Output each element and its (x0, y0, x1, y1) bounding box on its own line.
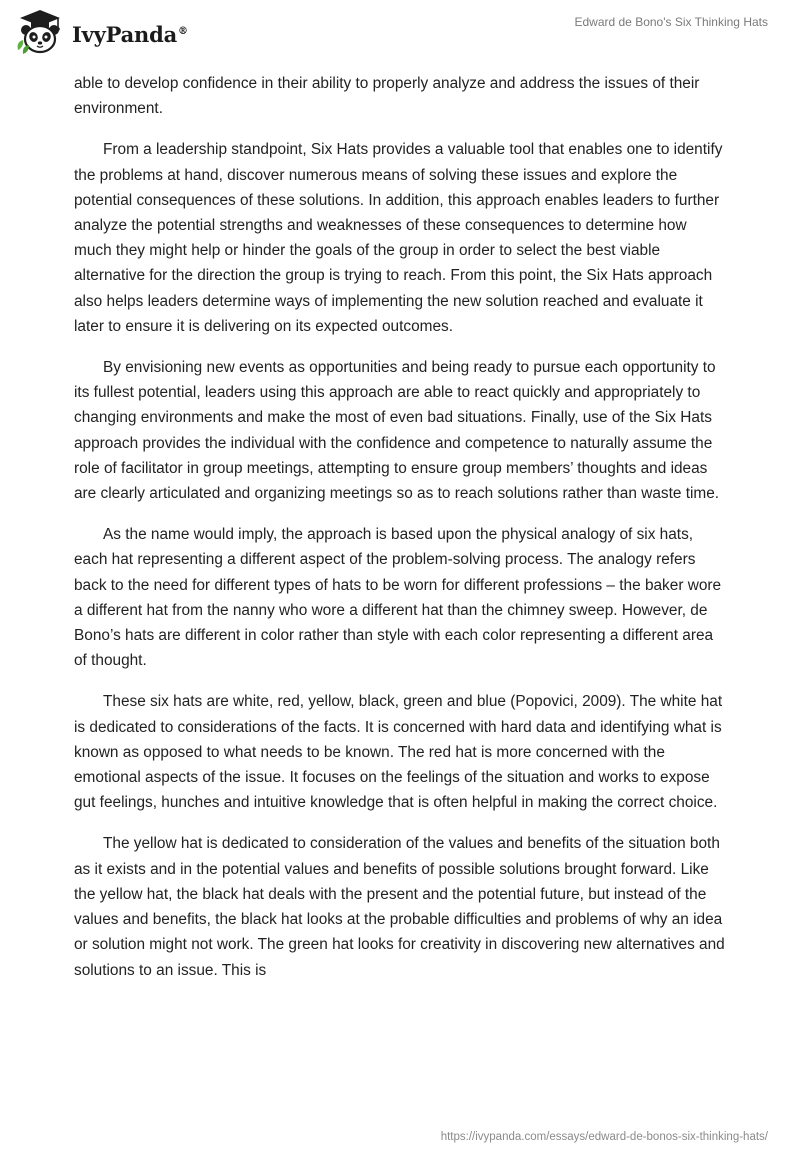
ivypanda-logo[interactable] (14, 8, 188, 56)
paragraph: By envisioning new events as opportunities and being ready to pursue each opportunity to its fullest potential, leaders using this approach are able to react quickly and appropriately to changing environments and make the most of even bad situations. Finally, use of the Six Hats approach provides the individual with the confidence and competence to naturally assume the role of facilitator in group meetings, attempting to ensure group members’ thoughts and ideas are clearly articulated and organizing meetings so as to reach solutions rather than waste time. (74, 359, 720, 503)
page-header (0, 0, 800, 70)
paragraph: The yellow hat is dedicated to consideration of the values and benefits of the situation both as it exists and in the potential values and benefits of possible solutions brought forward. Like the yellow hat, the black hat deals with the present and the potential future, but instead of the values and benefits, the black hat looks at the probable difficulties and problems of why an idea or solution might not work. The green hat looks for creativity in discovering new alternatives and solutions to an issue. This is (74, 835, 725, 979)
panda-mascot-icon (14, 8, 66, 56)
registered-mark: ® (178, 25, 188, 37)
logo-name: IvyPanda (72, 21, 178, 47)
document-title: Edward de Bono's Six Thinking Hats (574, 15, 768, 29)
source-url[interactable]: https://ivypanda.com/essays/edward-de-bonos-six-thinking-hats/ (440, 1131, 768, 1143)
logo-wordmark (72, 22, 188, 47)
paragraph: able to develop confidence in their ability to properly analyze and address the issues of their environment. (74, 75, 700, 118)
essay-body (74, 71, 726, 999)
paragraph: As the name would imply, the approach is based upon the physical analogy of six hats, each hat representing a different aspect of the problem-solving process. The analogy refers back to the need for different types of hats to be worn for different professions – the baker wore a different hat from the nanny who wore a different hat than the chimney sweep. However, de Bono’s hats are different in color rather than style with each color representing a different area of thought. (74, 526, 722, 670)
paragraph: These six hats are white, red, yellow, black, green and blue (Popovici, 2009). The white hat is dedicated to considerations of the facts. It is concerned with hard data and identifying what is known as opposed to what needs to be known. The red hat is more concerned with the emotional aspects of the issue. It focuses on the feelings of the situation and works to expose gut feelings, hunches and intuitive knowledge that is often helpful in making the correct choice. (74, 693, 723, 812)
paragraph: From a leadership standpoint, Six Hats provides a valuable tool that enables one to identify the problems at hand, discover numerous means of solving these issues and explore the potential consequences of these solutions. In addition, this approach enables leaders to further analyze the potential strengths and weaknesses of these consequences to determine how much they might help or hinder the goals of the group in order to select the best viable alternative for the direction the group is trying to reach. From this point, the Six Hats approach also helps leaders determine ways of implementing the new solution reached and evaluate it later to ensure it is delivering on its expected outcomes. (74, 141, 723, 335)
